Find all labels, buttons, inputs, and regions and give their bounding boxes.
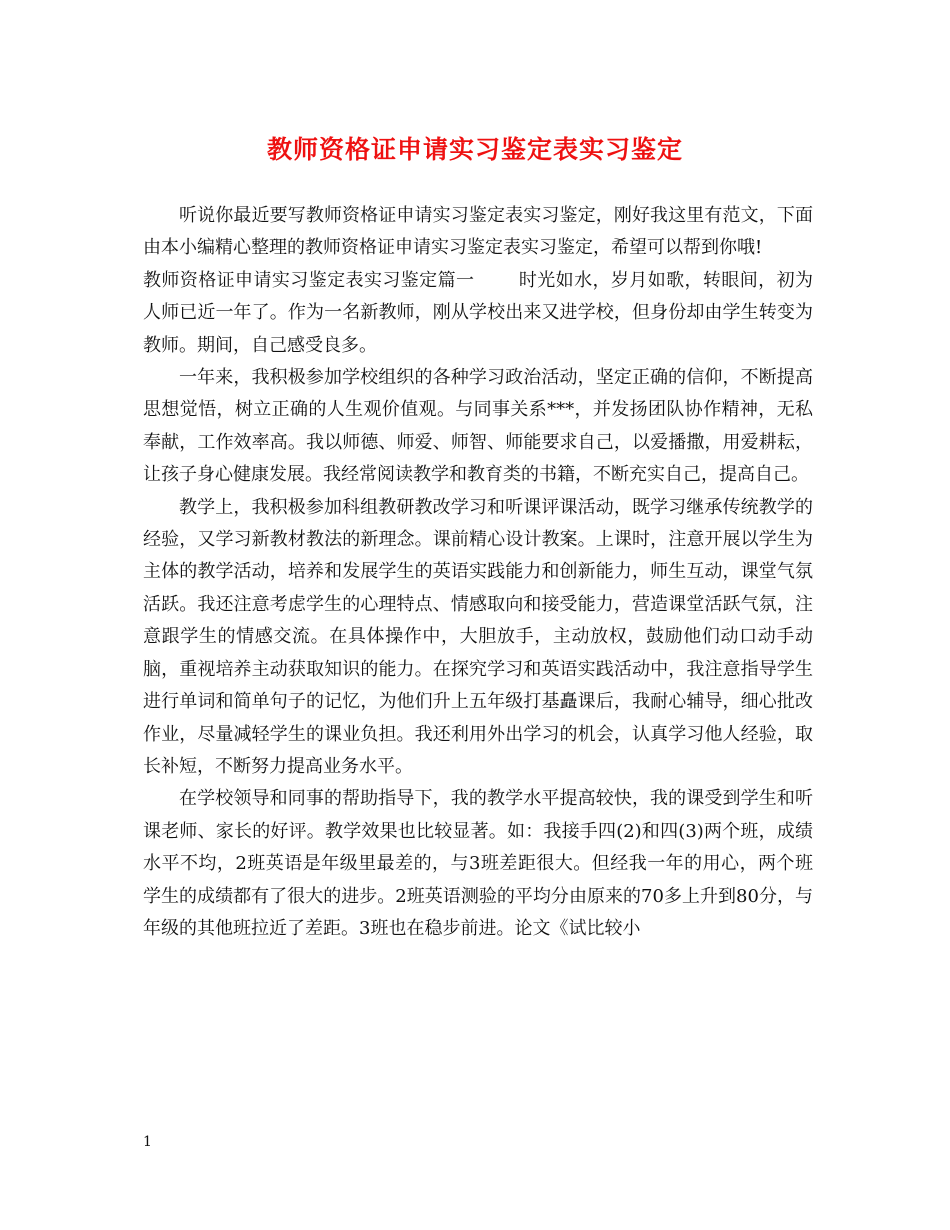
section-heading: 教师资格证申请实习鉴定表实习鉴定篇一 (143, 269, 475, 291)
intro-paragraph: 听说你最近要写教师资格证申请实习鉴定表实习鉴定，刚好我这里有范文，下面由本小编精心整理的教师资格证申请实习鉴定表实习鉴定，希望可以帮到你哦! (143, 205, 813, 259)
page-title: 教师资格证申请实习鉴定表实习鉴定 (266, 135, 683, 164)
section-paragraph (143, 265, 813, 362)
section-opening-text: 时光如水，岁月如歌，转眼间，初为人师已近一年了。作为一名新教师，刚从学校出来又进学校，但身份却由学生转变为教师。期间，自己感受良多。 (143, 269, 814, 356)
body-paragraph-3: 在学校领导和同事的帮助指导下，我的教学水平提高较快，我的课受到学生和听课老师、家长的好评。教学效果也比较显著。如：我接手四(2)和四(3)两个班，成绩水平不均，2班英语是年级里最差的，与3班差距很大。但经我一年的用心，两个班学生的成绩都有了很大的进步。2班英语测验的平均分由原来的70多上升到80分，与年级的其他班拉近了差距。3班也在稳步前进。论文《试比较小 (143, 788, 813, 939)
body-paragraph-2: 教学上，我积极参加科组教研教改学习和听课评课活动，既学习继承传统教学的经验，又学习新教材教法的新理念。课前精心设计教案。上课时，注意开展以学生为主体的教学活动，培养和发展学生的英语实践能力和创新能力，师生互动，课堂气氛活跃。我还注意考虑学生的心理特点、情感取向和接受能力，营造课堂活跃气氛，注意跟学生的情感交流。在具体操作中，大胆放手，主动放权，鼓励他们动口动手动脑，重视培养主动获取知识的能力。在探究学习和英语实践活动中，我注意指导学生进行单词和简单句子的记忆，为他们升上五年级打基矗课后，我耐心辅导，细心批改作业，尽量减轻学生的课业负担。我还利用外出学习的机会，认真学习他人经验，取长补短，不断努力提高业务水平。 (143, 496, 813, 777)
page-number: 1 (143, 1134, 152, 1150)
document-body (143, 200, 813, 945)
body-paragraph-1: 一年来，我积极参加学校组织的各种学习政治活动，坚定正确的信仰，不断提高思想觉悟，树立正确的人生观价值观。与同事关系***，并发扬团队协作精神，无私奉献，工作效率高。我以师德、师爱、师智、师能要求自己，以爱播撒，用爱耕耘，让孩子身心健康发展。我经常阅读教学和教育类的书籍，不断充实自己，提高自己。 (143, 367, 813, 486)
